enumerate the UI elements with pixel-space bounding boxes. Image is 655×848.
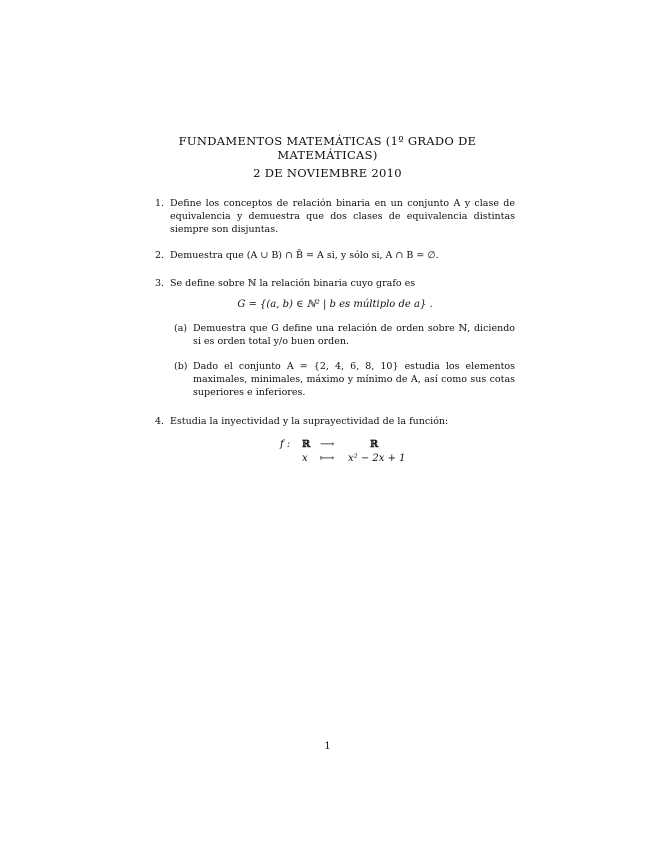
problem-number: 4.	[155, 416, 165, 427]
problem-3	[155, 277, 515, 290]
page-number: 1	[324, 741, 331, 752]
problem-number: 3.	[155, 278, 165, 289]
relation-formula: G = {(a, b) ∈ ℕ² | b es múltiplo de a} .	[237, 299, 433, 310]
exam-title: FUNDAMENTOS MATEMÁTICAS (1º GRADO DE MATEMÁTICAS)	[178, 134, 477, 162]
problem-4	[155, 415, 515, 428]
part-text: Demuestra que G define una relación de orden sobre ℕ, diciendo si es orden total y/o buen orden.	[193, 323, 515, 347]
problem-number: 1.	[155, 198, 165, 209]
problem-3a	[174, 322, 515, 348]
problem-number: 2.	[155, 250, 165, 261]
problem-text: Demuestra que (A ∪ B) ∩ B̄ = A si, y sólo si, A ∩ B = ∅.	[170, 250, 439, 261]
function-name: f :	[280, 439, 291, 450]
problem-3b	[174, 360, 515, 399]
problem-2	[155, 249, 515, 262]
part-text: Dado el conjunto A = {2, 4, 6, 8, 10} estudia los elementos maximales, minimales, máximo y mínimo de A, así como sus cotas superiores e inferiores.	[193, 361, 515, 398]
part-label: (a)	[174, 323, 188, 334]
function-arrow: ⟶	[320, 439, 335, 450]
problem-1	[155, 197, 515, 236]
function-domain: ℝ	[302, 439, 311, 450]
problem-text: Estudia la inyectividad y la suprayectividad de la función:	[170, 416, 449, 427]
part-label: (b)	[174, 361, 188, 372]
exam-date: 2 DE NOVIEMBRE 2010	[253, 166, 402, 180]
function-variable: x	[302, 453, 308, 464]
problem-text: Se define sobre ℕ la relación binaria cuyo grafo es	[170, 278, 416, 289]
function-mapsto: ⟼	[320, 453, 335, 464]
function-codomain: ℝ	[370, 439, 379, 450]
function-expression: x² − 2x + 1	[348, 453, 406, 464]
problem-text: Define los conceptos de relación binaria en un conjunto A y clase de equivalencia y demuestra que dos clases de equivalencia distintas siempre son disjuntas.	[170, 198, 515, 235]
